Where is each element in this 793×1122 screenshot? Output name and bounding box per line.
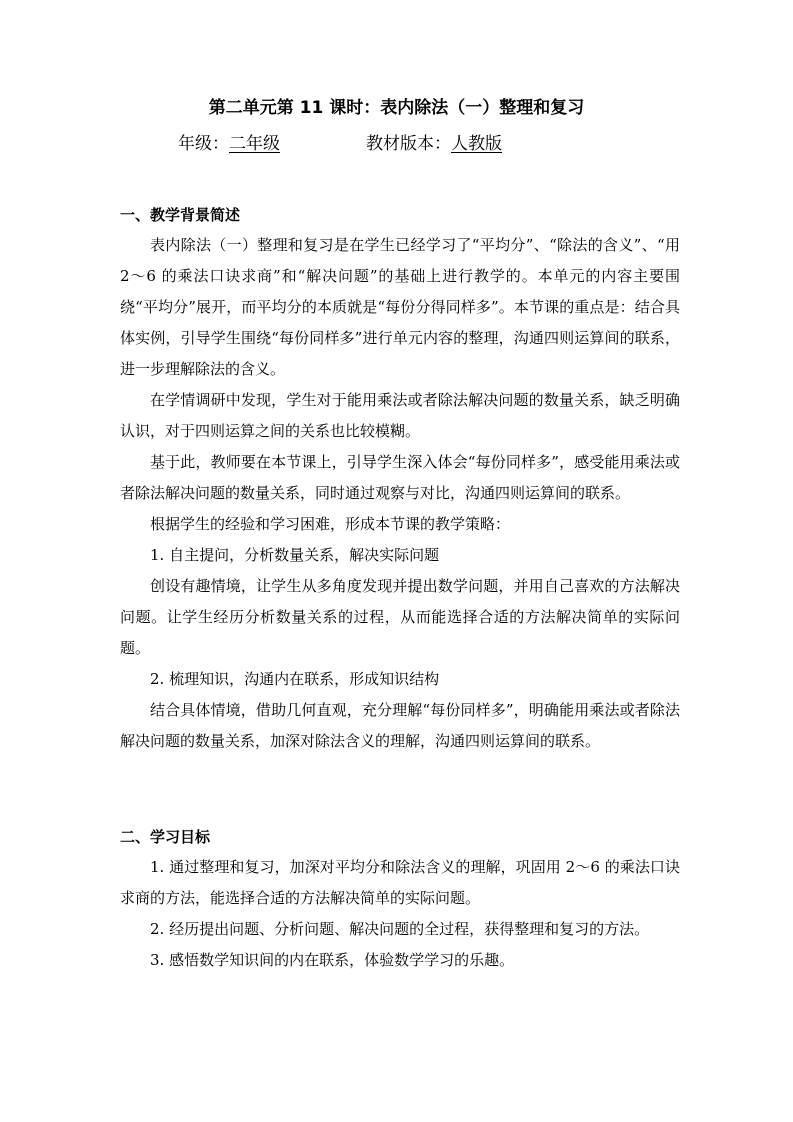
objective-item: 2. 经历提出问题、分析问题、解决问题的全过程，获得整理和复习的方法。 [150,920,650,938]
grade-value: 二年级 [229,134,280,154]
section-learning-objectives [120,822,680,976]
paragraph: 创设有趣情境，让学生从多角度发现并提出数学问题，并用自己喜欢的方法解决问题。让学生经历分析数量关系的过程，从而能选择合适的方法解决简单的实际问题。 [120,577,680,657]
section-heading: 一、教学背景简述 [120,206,241,224]
paragraph: 表内除法（一）整理和复习是在学生已经学习了“平均分”、“除法的含义”、“用 2～6 的乘法口诀求商”和“解决问题”的基础上进行教学的。本单元的内容主要围绕“平均分”展开，而平均分的本质就是“每份分得同样多”。本节课的重点是：结合具体实例，引导学生围绕“每份同样多”进行单元内容的整理，沟通四则运算间的联系，进一步理解除法的含义。 [120,236,680,378]
paragraph: 在学情调研中发现，学生对于能用乘法或者除法解决问题的数量关系，缺乏明确认识，对于四则运算之间的关系也比较模糊。 [120,391,680,440]
objective-item: 3. 感悟数学知识间的内在联系，体验数学学习的乐趣。 [150,951,515,969]
paragraph: 基于此，教师要在本节课上，引导学生深入体会“每份同样多”，感受能用乘法或者除法解决问题的数量关系，同时通过观察与对比，沟通四则运算间的联系。 [120,453,680,502]
edition-info [366,132,502,156]
objective-item: 1. 通过整理和复习，加深对平均分和除法含义的理解，巩固用 2～6 的乘法口诀求商的方法，能选择合适的方法解决简单的实际问题。 [120,858,680,907]
section-heading: 二、学习目标 [120,828,211,846]
edition-value: 人教版 [451,134,502,154]
section-teaching-background [120,200,680,757]
paragraph: 结合具体情境，借助几何直观，充分理解“每份同样多”，明确能用乘法或者除法解决问题的数量关系，加深对除法含义的理解，沟通四则运算间的联系。 [120,701,680,750]
strategy-item-heading: 2. 梳理知识，沟通内在联系，形成知识结构 [150,670,440,688]
document-title: 第二单元第 11 课时：表内除法（一）整理和复习 [208,98,585,118]
grade-info [178,132,280,156]
edition-label: 教材版本： [366,134,451,154]
paragraph: 根据学生的经验和学习困难，形成本节课的教学策略： [150,515,511,533]
strategy-item-heading: 1. 自主提问，分析数量关系，解决实际问题 [150,546,440,564]
grade-label: 年级： [178,134,229,154]
